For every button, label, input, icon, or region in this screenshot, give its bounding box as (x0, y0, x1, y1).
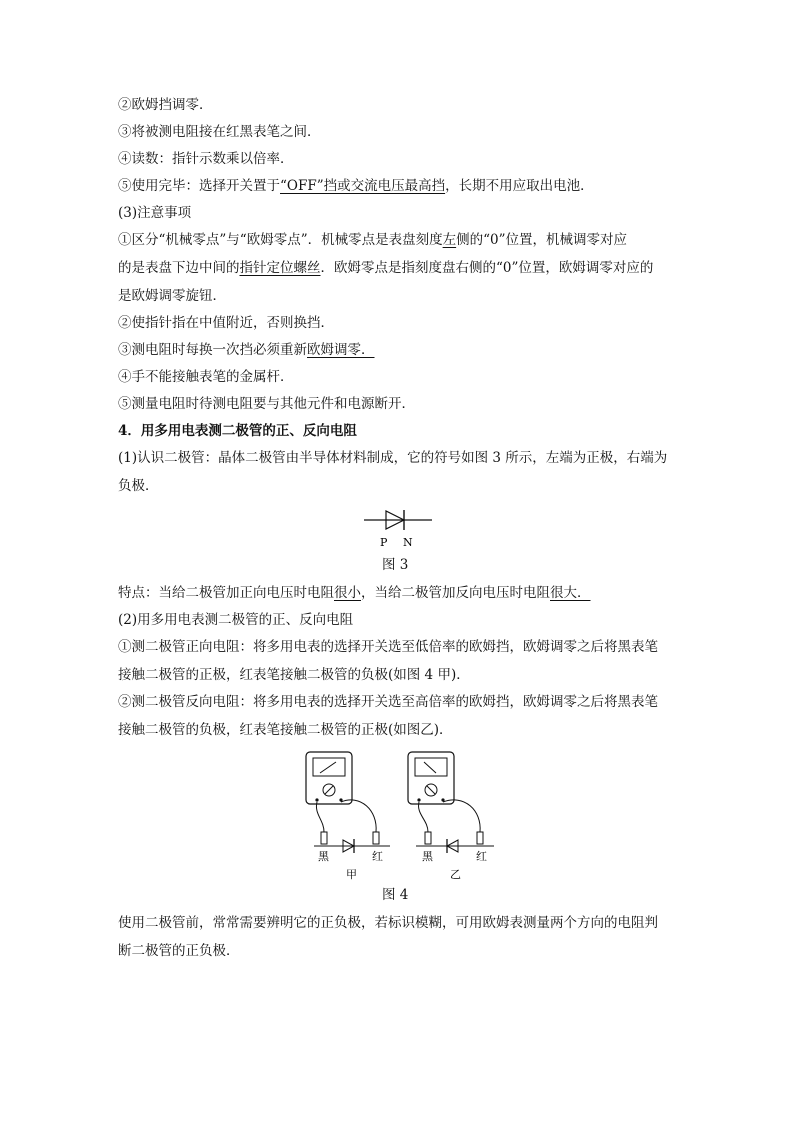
figure-3-diode-symbol (360, 504, 440, 550)
meter-yi-dial (415, 758, 447, 776)
meter-yi (408, 752, 494, 881)
notes-heading: (3)注意事项 (118, 205, 192, 221)
step-5-underlined: “OFF”挡或交流电压最高挡 (280, 178, 446, 194)
meter-yi-red-probe (477, 832, 483, 844)
method-1-line-2: 接触二极管的正极，红表笔接触二极管的负极(如图 4 甲)． (118, 667, 470, 683)
note-1-line-1 (118, 231, 627, 249)
final-line-2: 断二极管的正负极． (118, 943, 240, 959)
feature-text-mid: ，当给二极管加反向电压时电阻 (361, 585, 550, 601)
figure-3-caption: 图 3 (382, 557, 409, 573)
meter-jia-red-probe (373, 832, 379, 844)
jia-label: 甲 (346, 868, 357, 881)
meter-jia-black-probe (321, 832, 327, 844)
method-1-line-1: ①测二极管正向电阻：将多用电表的选择开关选至低倍率的欧姆挡，欧姆调零之后将黑表笔 (118, 639, 658, 655)
feature-large: 很大． (550, 585, 591, 601)
note-2: ②使指针指在中值附近，否则换挡． (118, 315, 334, 331)
section-4-p1-line-1: (1)认识二极管：晶体二极管由半导体材料制成，它的符号如图 3 所示，左端为正极，右端为 (118, 450, 668, 466)
meter-jia-black-port (315, 798, 318, 801)
note-1-line-2-text-end: ．欧姆零点是指刻度盘右侧的“0”位置，欧姆调零对应的 (320, 260, 654, 276)
note-3-text: ③测电阻时每换一次挡必须重新 (118, 342, 307, 358)
note-5: ⑤测量电阻时待测电阻要与其他元件和电源断开． (118, 396, 415, 412)
section-4-title: 4．用多用电表测二极管的正、反向电阻 (118, 423, 357, 439)
step-4: ④读数：指针示数乘以倍率． (118, 151, 294, 167)
meter-yi-black-port (417, 798, 420, 801)
meter-jia-red-lead (341, 800, 376, 832)
meter-jia (306, 752, 390, 881)
note-1-line-2-underlined: 指针定位螺丝 (239, 260, 321, 276)
yi-label: 乙 (450, 868, 461, 881)
figure-4 (300, 748, 500, 884)
section-4-p1-line-2: 负极． (118, 478, 159, 494)
feature-small: 很小 (334, 585, 361, 601)
step-5-text-end: ，长期不用应取出电池． (445, 178, 594, 194)
note-1-text-end: 侧的“0”位置，机械调零对应 (456, 232, 628, 248)
yi-red-label: 红 (476, 850, 487, 863)
step-2: ②欧姆挡调零． (118, 97, 213, 113)
note-1-text: ①区分“机械零点”与“欧姆零点”．机械零点是表盘刻度 (118, 232, 443, 248)
section-4-p2: (2)用多用电表测二极管的正、反向电阻 (118, 612, 354, 628)
note-1-line-2 (118, 259, 653, 277)
feature-text: 特点：当给二极管加正向电压时电阻 (118, 585, 334, 601)
meter-yi-black-probe (425, 832, 431, 844)
meter-yi-black-lead (419, 802, 428, 832)
step-3: ③将被测电阻接在红黑表笔之间． (118, 124, 321, 140)
step-5-text: ⑤使用完毕：选择开关置于 (118, 178, 280, 194)
method-2-line-2: 接触二极管的负极，红表笔接触二极管的正极(如图乙)． (118, 722, 453, 738)
note-1-line-3: 是欧姆调零旋钮． (118, 288, 226, 304)
step-5 (118, 177, 594, 195)
meter-yi-red-lead (443, 800, 480, 832)
label-n: N (403, 536, 413, 549)
note-1-underlined: 左 (442, 232, 457, 248)
jia-black-label: 黑 (318, 850, 329, 863)
final-line-1: 使用二极管前，常常需要辨明它的正负极，若标识模糊，可用欧姆表测量两个方向的电阻判 (118, 915, 658, 931)
note-3-underlined: 欧姆调零． (307, 342, 375, 358)
yi-black-label: 黑 (422, 850, 433, 863)
label-p: P (380, 536, 388, 549)
figure-4-caption: 图 4 (382, 887, 409, 903)
meter-jia-black-lead (316, 802, 324, 832)
note-4: ④手不能接触表笔的金属杆． (118, 369, 294, 385)
method-2-line-1: ②测二极管反向电阻：将多用电表的选择开关选至高倍率的欧姆挡，欧姆调零之后将黑表笔 (118, 694, 658, 710)
note-3 (118, 341, 375, 359)
jia-red-label: 红 (372, 850, 383, 863)
note-1-line-2-text: 的是表盘下边中间的 (118, 260, 240, 276)
feature (118, 584, 591, 602)
